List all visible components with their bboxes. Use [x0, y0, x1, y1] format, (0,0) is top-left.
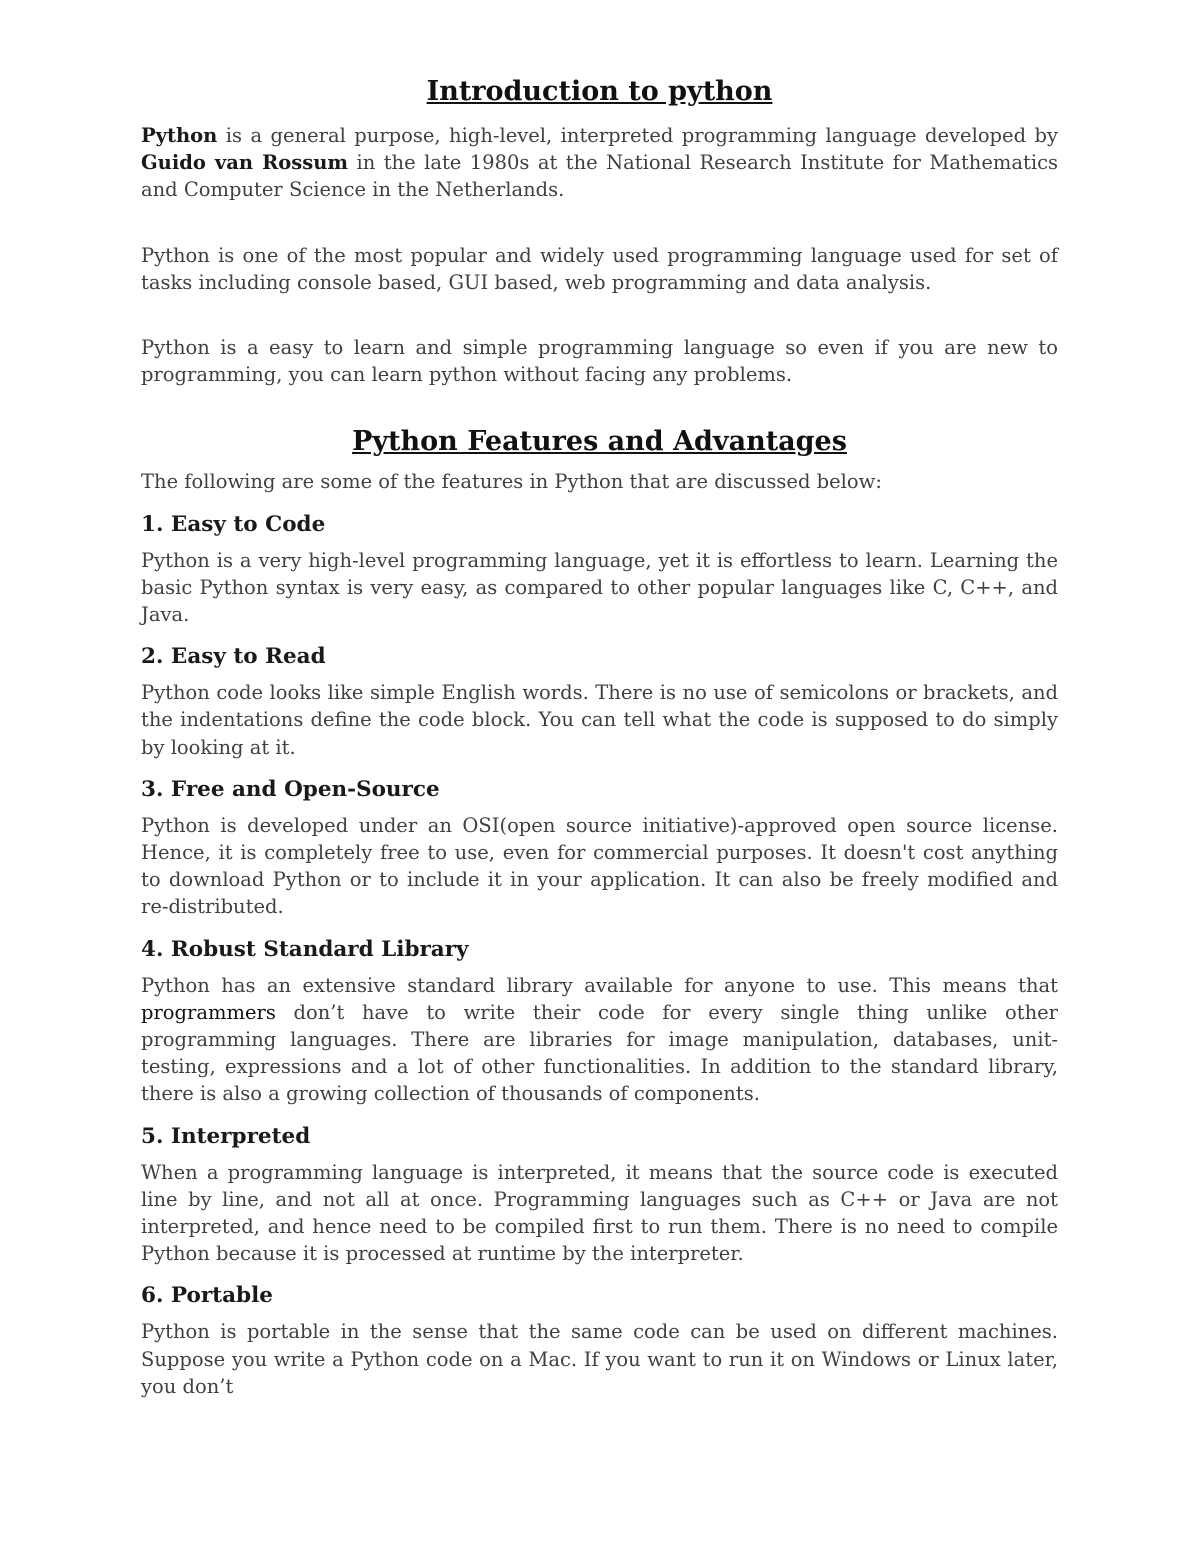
feature-heading-easy-to-read: 2. Easy to Read	[141, 644, 326, 670]
programmers-word: programmers	[141, 1000, 276, 1024]
feature-body-interpreted: When a programming language is interpreted, it means that the source code is executed line by line, and not all at once. Programming languages such as C++ or Java are not interpreted, and hence need to be compiled first to run them. There is no need to compile Python because it is processed at runtime by the interpreter.	[141, 1160, 1058, 1266]
document-page	[141, 72, 1058, 1400]
intro1-text-b: in the late 1980s at the National Research Institute for Mathematics and Computer Science in the Netherlands.	[141, 151, 1058, 202]
title-features: Python Features and Advantages	[352, 426, 847, 458]
feature-heading-portable: 6. Portable	[141, 1283, 273, 1309]
feature-heading-interpreted: 5. Interpreted	[141, 1123, 311, 1149]
intro-paragraph-3: Python is a easy to learn and simple programming language so even if you are new to programming, you can learn python without facing any problems.	[141, 336, 1058, 387]
library-text-b: don’t have to write their code for every single thing unlike other programming languages. There are libraries for image manipulation, databases, unit-testing, expressions and a lot of other functionalities. In addition to the standard library, there is also a growing collection of thousands of components.	[141, 1000, 1058, 1106]
intro-paragraph-1	[141, 122, 1058, 204]
guido-bold: Guido van Rossum	[141, 151, 349, 175]
feature-heading-open-source: 3. Free and Open-Source	[141, 776, 440, 802]
library-text-a: Python has an extensive standard library available for anyone to use. This means that	[141, 973, 1058, 997]
intro1-text-a: is a general purpose, high-level, interpreted programming language developed by	[217, 124, 1058, 147]
feature-body-open-source: Python is developed under an OSI(open source initiative)-approved open source license. Hence, it is completely free to use, even for commercial purposes. It doesn't cost anything to download Python or to include it in your application. It can also be freely modified and re-distributed.	[141, 813, 1058, 919]
feature-body-standard-library	[141, 972, 1058, 1108]
feature-heading-easy-to-code: 1. Easy to Code	[141, 511, 326, 537]
title-introduction: Introduction to python	[426, 76, 773, 107]
features-lead: The following are some of the features in Python that are discussed below:	[141, 470, 882, 494]
feature-body-portable: Python is portable in the sense that the same code can be used on different machines. Suppose you write a Python code on a Mac. If you want to run it on Windows or Linux later, you don’t	[141, 1320, 1058, 1398]
feature-body-easy-to-code: Python is a very high-level programming language, yet it is effortless to learn. Learning the basic Python syntax is very easy, as compared to other popular languages like C, C++, and Java.	[141, 548, 1058, 627]
intro-paragraph-2: Python is one of the most popular and widely used programming language used for set of tasks including console based, GUI based, web programming and data analysis.	[141, 243, 1058, 294]
feature-body-easy-to-read: Python code looks like simple English words. There is no use of semicolons or brackets, and the indentations define the code block. You can tell what the code is supposed to do simply by looking at it.	[141, 681, 1058, 759]
feature-heading-standard-library: 4. Robust Standard Library	[141, 936, 469, 962]
python-bold: Python	[141, 124, 218, 147]
